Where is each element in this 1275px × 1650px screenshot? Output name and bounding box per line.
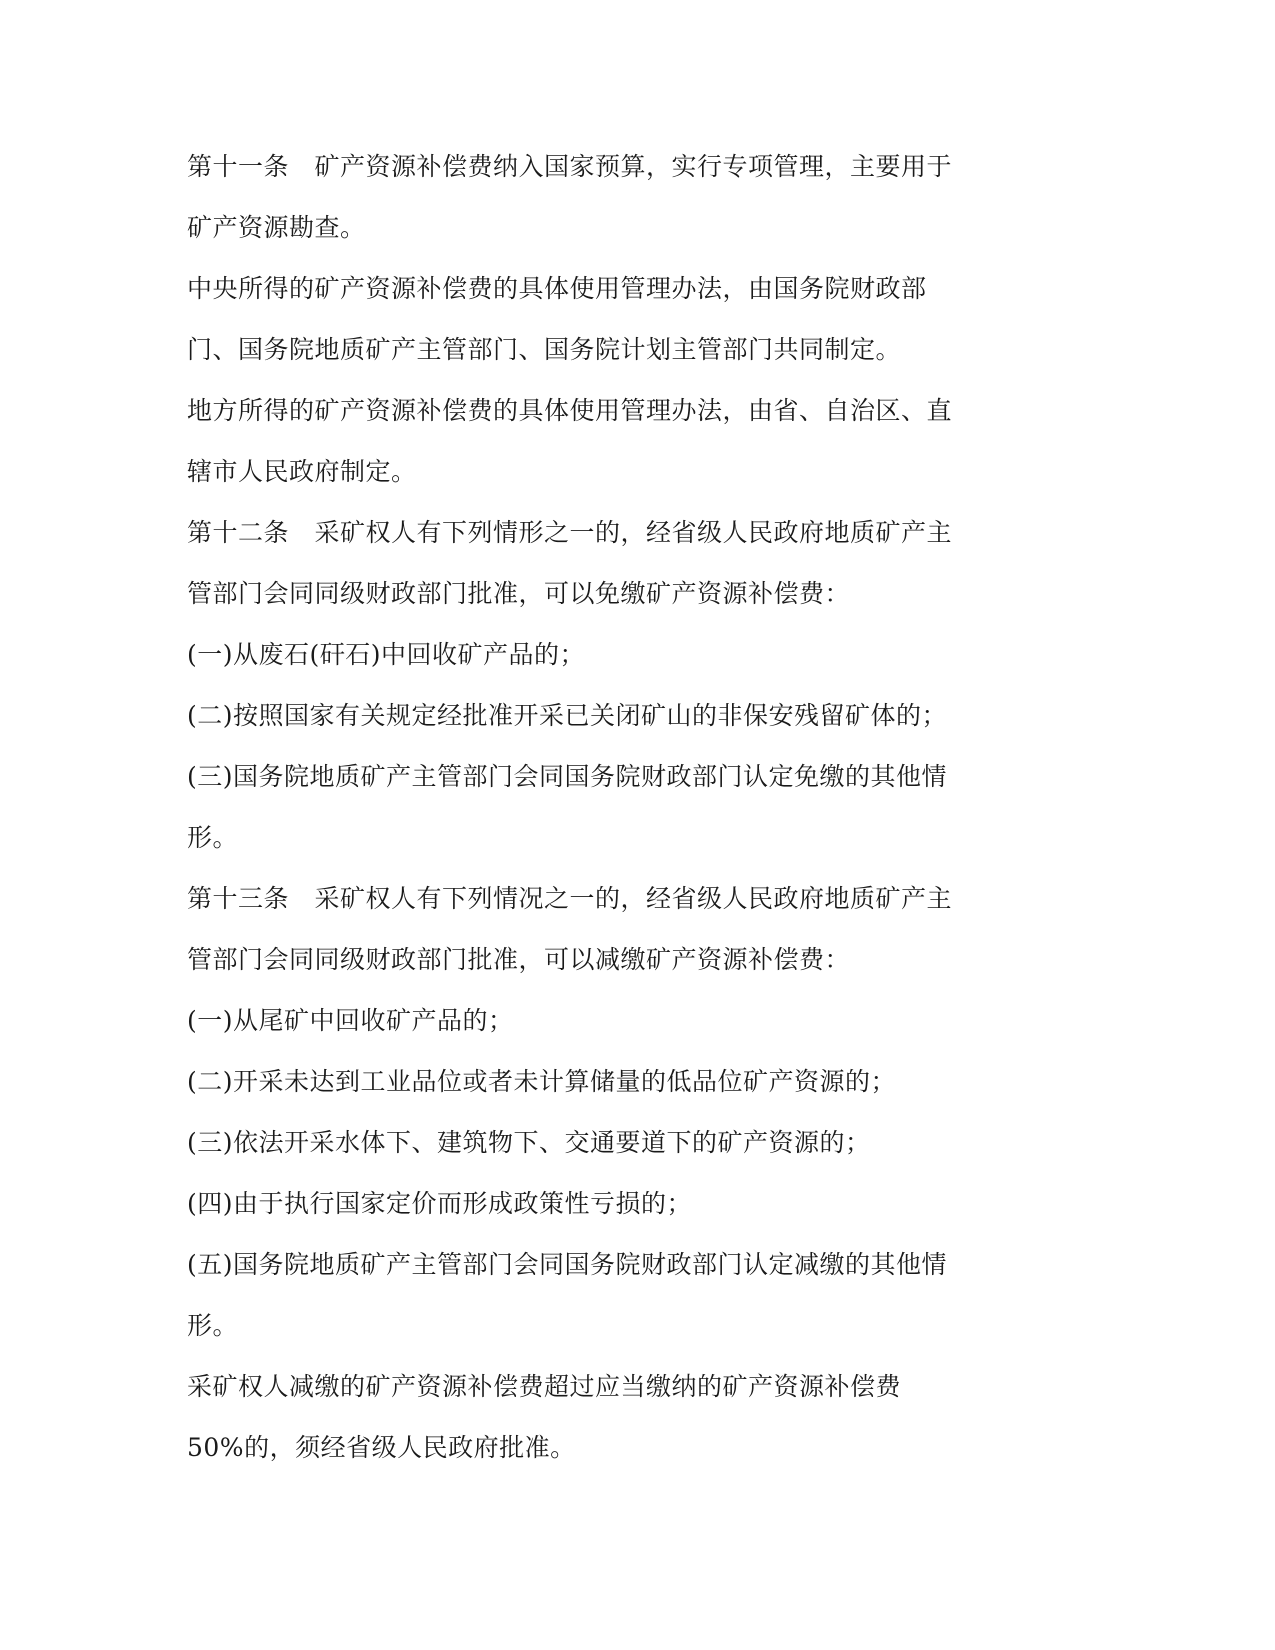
text-line: (一)从废石(矸石)中回收矿产品的； [187,640,586,669]
text-line: (四)由于执行国家定价而形成政策性亏损的； [187,1189,693,1218]
text-line: 形。 [187,1311,239,1340]
text-line: 第十一条 矿产资源补偿费纳入国家预算，实行专项管理，主要用于 [187,152,953,181]
text-line: (二)按照国家有关规定经批准开采已关闭矿山的非保安残留矿体的； [187,701,948,730]
text-line: 矿产资源勘查。 [187,213,366,242]
text-line: 第十二条 采矿权人有下列情形之一的，经省级人民政府地质矿产主 [187,518,953,547]
document-body [187,136,953,1478]
text-line: 中央所得的矿产资源补偿费的具体使用管理办法，由国务院财政部 [187,274,927,303]
text-line: 50%的，须经省级人民政府批准。 [187,1433,576,1462]
text-line: 门、国务院地质矿产主管部门、国务院计划主管部门共同制定。 [187,335,902,364]
text-line: 形。 [187,823,239,852]
text-line: 地方所得的矿产资源补偿费的具体使用管理办法，由省、自治区、直 [187,396,953,425]
text-line: (一)从尾矿中回收矿产品的； [187,1006,514,1035]
text-line: (五)国务院地质矿产主管部门会同国务院财政部门认定减缴的其他情 [187,1250,948,1279]
text-line: (三)依法开采水体下、建筑物下、交通要道下的矿产资源的； [187,1128,871,1157]
text-line: 管部门会同同级财政部门批准，可以减缴矿产资源补偿费： [187,945,851,974]
text-line: (二)开采未达到工业品位或者未计算储量的低品位矿产资源的； [187,1067,897,1096]
text-line: 第十三条 采矿权人有下列情况之一的，经省级人民政府地质矿产主 [187,884,953,913]
text-line: (三)国务院地质矿产主管部门会同国务院财政部门认定免缴的其他情 [187,762,948,791]
text-line: 采矿权人减缴的矿产资源补偿费超过应当缴纳的矿产资源补偿费 [187,1372,902,1401]
text-line: 管部门会同同级财政部门批准，可以免缴矿产资源补偿费： [187,579,851,608]
text-line: 辖市人民政府制定。 [187,457,417,486]
